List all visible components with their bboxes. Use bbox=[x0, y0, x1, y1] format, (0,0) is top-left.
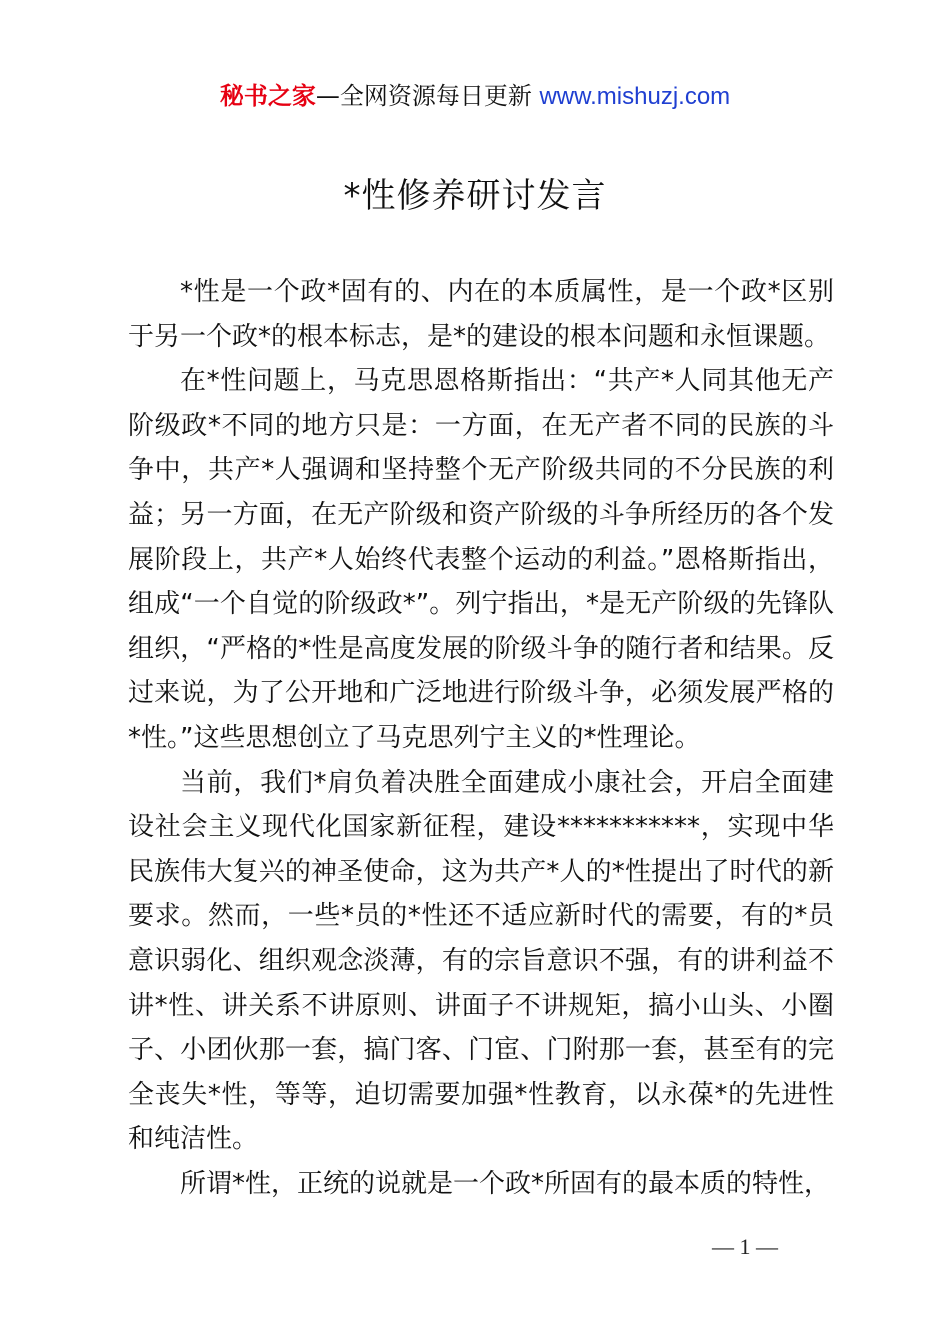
document-title: *性修养研讨发言 bbox=[343, 176, 607, 216]
paragraph-4: 所谓*性，正统的说就是一个政*所固有的最本质的特性， bbox=[180, 1168, 831, 1199]
site-brand: 秘书之家 bbox=[219, 82, 316, 110]
paragraph-1: *性是一个政*固有的、内在的本质属性，是一个政*区别于另一个政*的根本标志，是*的建设的根本问题和永恒课题。 bbox=[128, 277, 834, 352]
site-header bbox=[0, 80, 950, 113]
document-body bbox=[128, 270, 834, 1206]
paragraph-3: 当前，我们*肩负着决胜全面建成小康社会，开启全面建设社会主义现代化国家新征程，建设***********，实现中华民族伟大复兴的神圣使命，这为共产*人的*性提出了时代的新要求。然而，一些*员的*性还不适应新时代的需要，有的*员意识弱化、组织观念淡薄，有的宗旨意识不强，有的讲利益不讲*性、讲关系不讲原则、讲面子不讲规矩，搞小山头、小圈子、小团伙那一套，搞门客、门宦、门附那一套，甚至有的完全丧失*性，等等，迫切需要加强*性教育，以永葆*的先进性和纯洁性。 bbox=[128, 767, 834, 1155]
site-tagline: —全网资源每日更新 bbox=[315, 82, 540, 110]
paragraph-2: 在*性问题上，马克思恩格斯指出：“共产*人同其他无产阶级政*不同的地方只是：一方面，在无产者不同的民族的斗争中，共产*人强调和坚持整个无产阶级共同的不分民族的利益；另一方面，在无产阶级和资产阶级的斗争所经历的各个发展阶段上，共产*人始终代表整个运动的利益。”恩格斯指出，组成“一个自觉的阶级政*”。列宁指出，*是无产阶级的先锋队组织，“严格的*性是高度发展的阶级斗争的随行者和结果。反过来说，为了公开地和广泛地进行阶级斗争，必须发展严格的*性。”这些思想创立了马克思列宁主义的*性理论。 bbox=[128, 366, 834, 753]
page-number: — 1 — bbox=[712, 1234, 778, 1259]
site-url-link[interactable]: www.mishuzj.com bbox=[539, 83, 731, 110]
